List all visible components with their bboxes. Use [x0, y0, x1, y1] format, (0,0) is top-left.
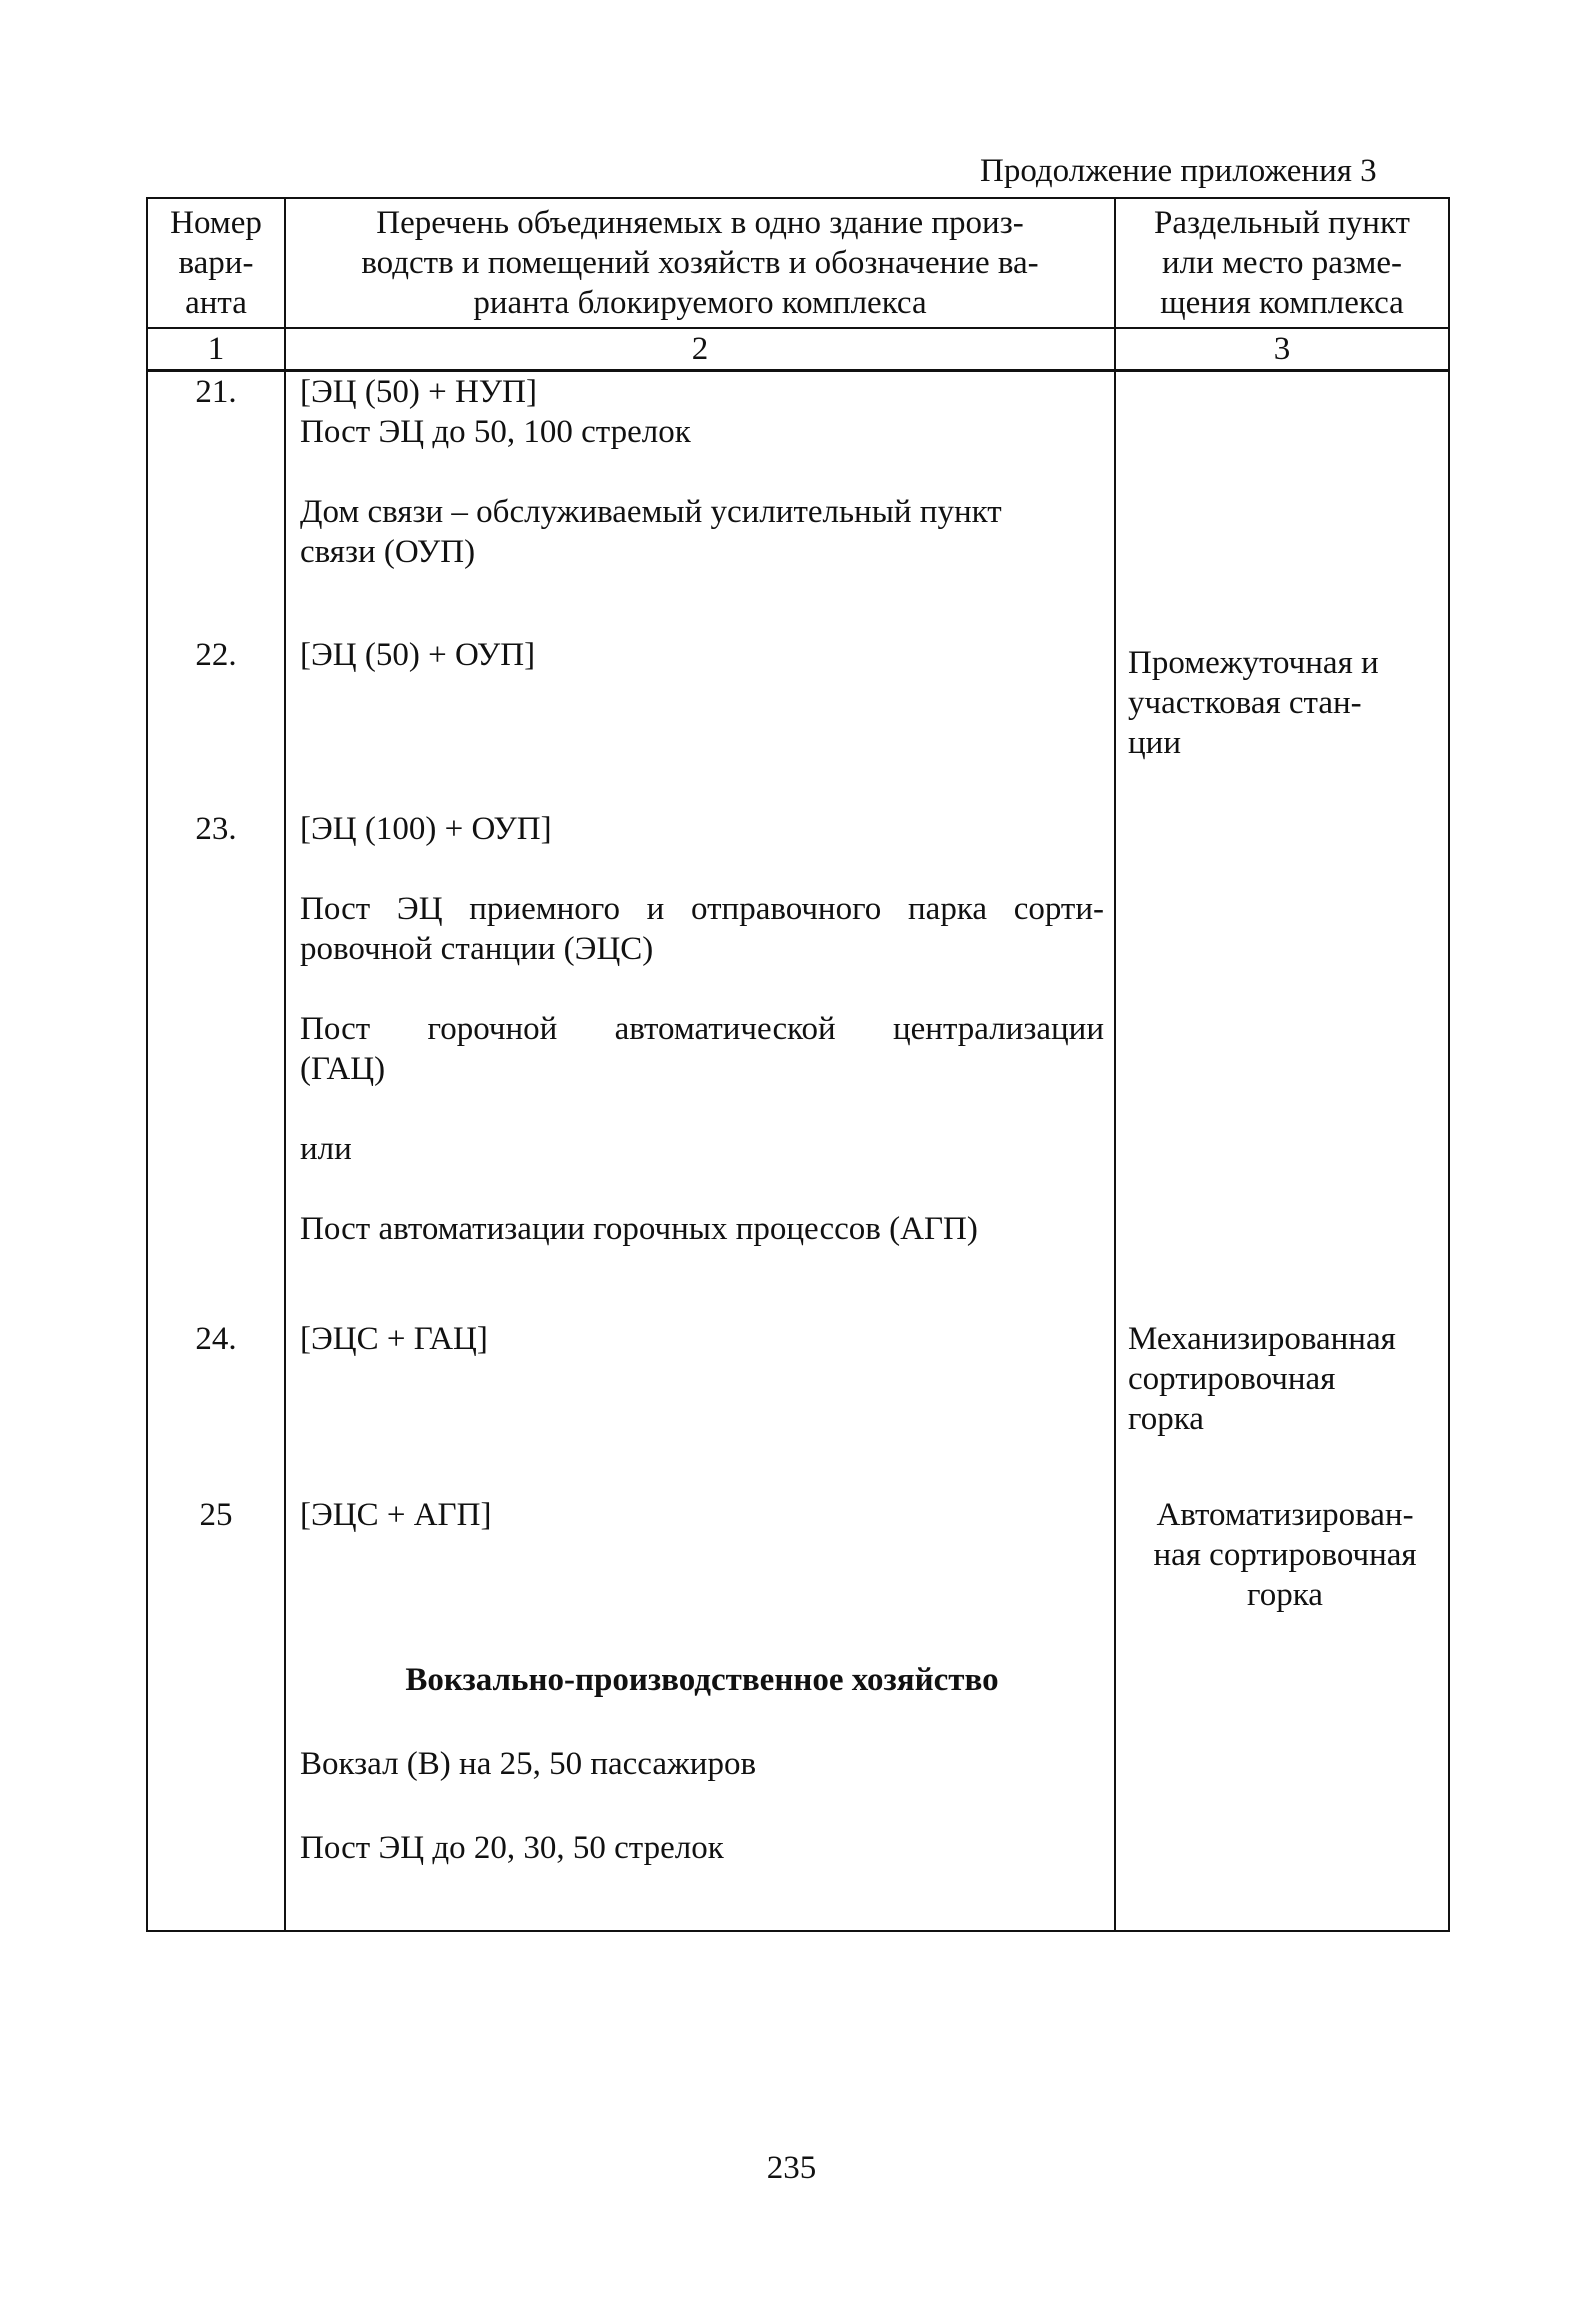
- row-location: Механизированная сортировочная горка: [1115, 1319, 1449, 1495]
- row-location: Промежуточная и участковая стан- ции: [1115, 635, 1449, 809]
- variants-table: [146, 197, 1450, 1932]
- variant-number: 21.: [147, 371, 285, 635]
- row-description: [ЭЦ (50) + НУП] Пост ЭЦ до 50, 100 стрелок Дом связи – обслуживаемый усилительный пункт связи (ОУП): [285, 371, 1115, 635]
- column-number-row: [147, 328, 1449, 371]
- variant-number: 23.: [147, 809, 285, 1319]
- table-row: [147, 1319, 1449, 1495]
- section-heading: Вокзально-производственное хозяйство: [405, 1661, 999, 1698]
- row-description: [ЭЦ (50) + ОУП]: [285, 635, 1115, 809]
- header-description: Перечень объединяемых в одно здание произ- водств и помещений хозяйств и обозначение ва- рианта блокируемого комплекса: [285, 198, 1115, 328]
- column-number: 2: [285, 328, 1115, 371]
- column-number: 3: [1115, 328, 1449, 371]
- row-description: [ЭЦ (100) + ОУП] Пост ЭЦ приемного и отправочного парка сорти- ровочной станции (ЭЦС) Пост горочной автоматической централизации (ГАЦ) или Пост автоматизации горочных процессов (АГП): [285, 809, 1115, 1319]
- row-location: [1115, 809, 1449, 1319]
- table-row: [147, 371, 1449, 635]
- continuation-label: Продолжение приложения 3: [980, 153, 1377, 189]
- row-location: [1115, 371, 1449, 635]
- row-description: [ЭЦС + ГАЦ]: [285, 1319, 1115, 1495]
- table-row: [147, 809, 1449, 1319]
- variant-number: 24.: [147, 1319, 285, 1495]
- column-number: 1: [147, 328, 285, 371]
- header-row: [147, 198, 1449, 328]
- page-number: 235: [766, 2150, 817, 2186]
- header-location: Раздельный пункт или место разме- щения комплекса: [1115, 198, 1449, 328]
- variant-number: 25: [147, 1495, 285, 1931]
- row-description: [ЭЦС + АГП] Вокзально-производственное хозяйство Вокзал (В) на 25, 50 пассажиров Пост ЭЦ до 20, 30, 50 стрелок: [285, 1495, 1115, 1931]
- header-variant-number: Номер вари- анта: [147, 198, 285, 328]
- row-location: Автоматизирован- ная сортировочная горка: [1115, 1495, 1449, 1931]
- variant-number: 22.: [147, 635, 285, 809]
- table-row: [147, 1495, 1449, 1931]
- table-row: [147, 635, 1449, 809]
